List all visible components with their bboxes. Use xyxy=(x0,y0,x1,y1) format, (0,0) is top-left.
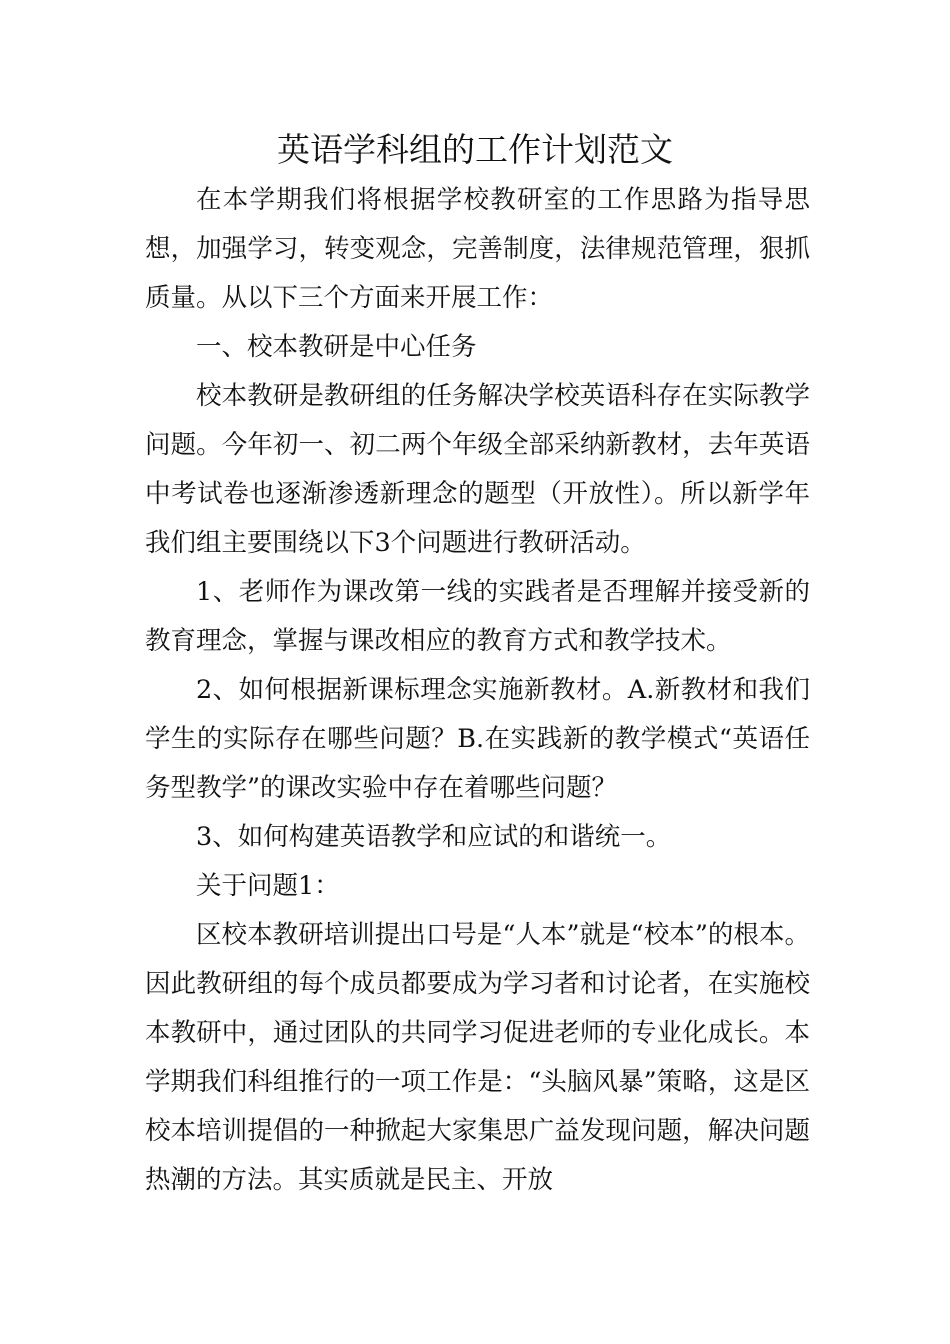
document-title: 英语学科组的工作计划范文 xyxy=(277,130,673,169)
section-heading-1: 一、校本教研是中心任务 xyxy=(196,332,477,362)
list-item-2: 2、如何根据新课标理念实施新教材。A.新教材和我们学生的实际存在哪些问题？B.在实践新的教学模式“英语任务型教学”的课改实验中存在着哪些问题？ xyxy=(145,675,810,803)
subheading-question-1: 关于问题1： xyxy=(196,871,340,901)
list-item-3: 3、如何构建英语教学和应试的和谐统一。 xyxy=(196,822,672,852)
paragraph-school-research: 校本教研是教研组的任务解决学校英语科存在实际教学问题。今年初一、初二两个年级全部采纳新教材，去年英语中考试卷也逐渐渗透新理念的题型（开放性）。所以新学年我们组主要围绕以下3个问题进行教研活动。 xyxy=(145,381,810,558)
document-body xyxy=(145,176,810,1205)
list-item-1: 1、老师作为课改第一线的实践者是否理解并接受新的教育理念，掌握与课改相应的教育方式和教学技术。 xyxy=(145,577,810,656)
paragraph-intro: 在本学期我们将根据学校教研室的工作思路为指导思想，加强学习，转变观念，完善制度，法律规范管理，狠抓质量。从以下三个方面来开展工作： xyxy=(145,185,810,313)
paragraph-question-1: 区校本教研培训提出口号是“人本”就是“校本”的根本。因此教研组的每个成员都要成为学习者和讨论者，在实施校本教研中，通过团队的共同学习促进老师的专业化成长。本学期我们科组推行的一项工作是：“头脑风暴”策略，这是区校本培训提倡的一种掀起大家集思广益发现问题，解决问题热潮的方法。其实质就是民主、开放 xyxy=(145,920,810,1195)
